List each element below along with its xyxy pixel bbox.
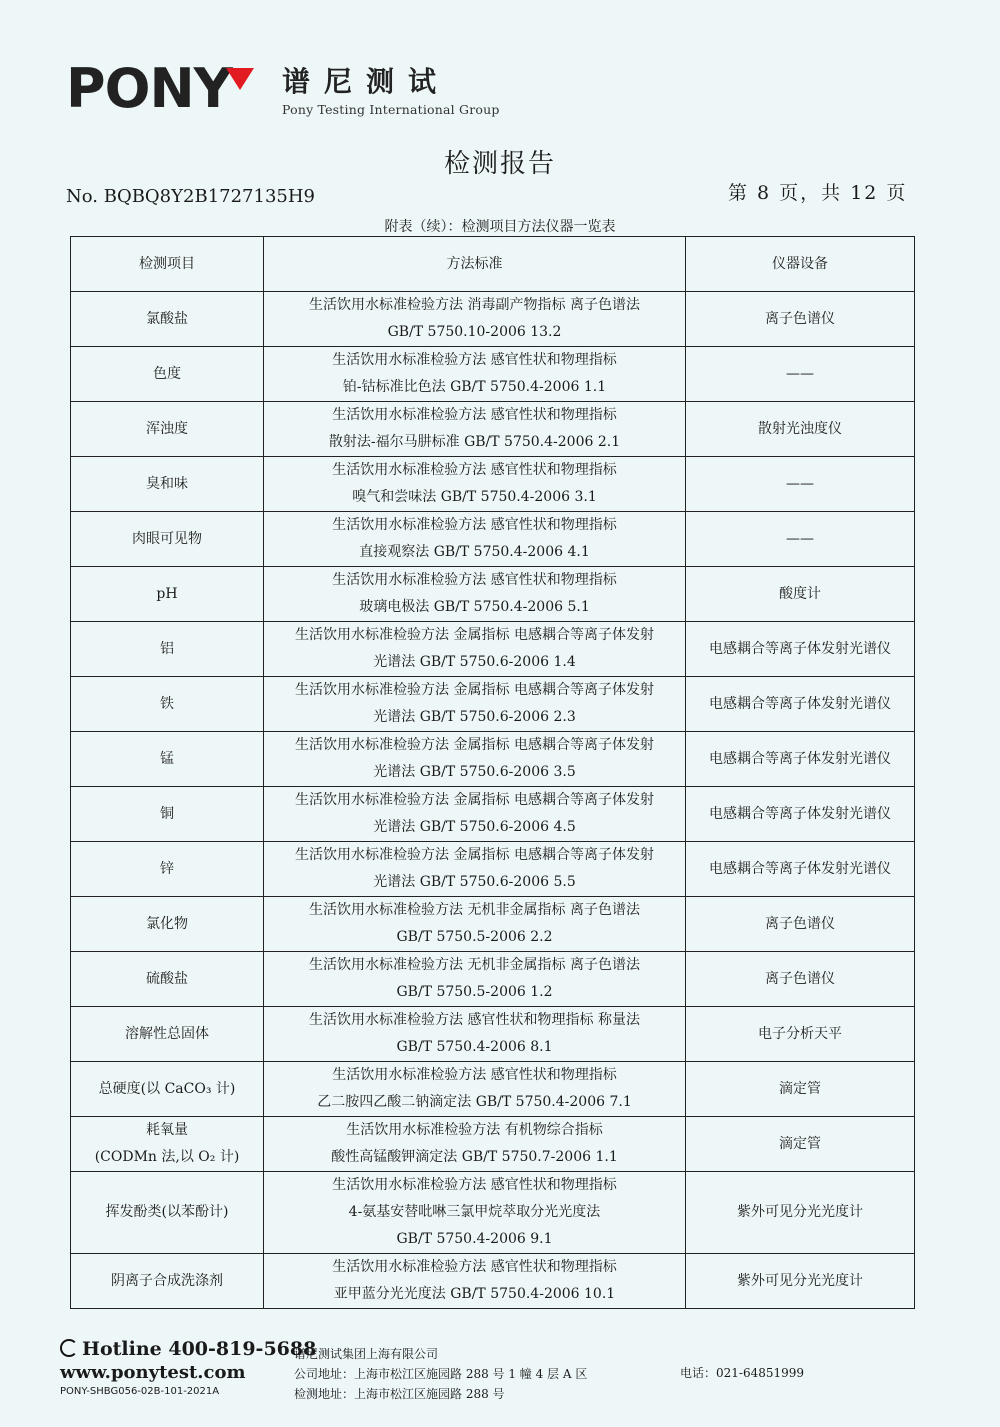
- table-row: [71, 1254, 915, 1309]
- table-row: [71, 347, 915, 402]
- table-row: [71, 677, 915, 732]
- method-line: 生活饮用水标准检验方法 消毒副产物指标 离子色谱法: [309, 297, 640, 313]
- logo-accent-icon: [226, 68, 254, 90]
- method-line: 生活饮用水标准检验方法 无机非金属指标 离子色谱法: [309, 902, 640, 918]
- item-name: 氯酸盐: [146, 310, 188, 327]
- item-name: 锰: [160, 750, 174, 767]
- cell-instrument: 散射光浊度仪: [686, 402, 915, 457]
- cell-instrument: 电感耦合等离子体发射光谱仪: [686, 677, 915, 732]
- method-line: 生活饮用水标准检验方法 金属指标 电感耦合等离子体发射: [295, 682, 654, 698]
- method-table: [70, 236, 915, 1309]
- cell-item: [71, 292, 264, 347]
- item-name: 臭和味: [146, 475, 188, 492]
- method-line: 生活饮用水标准检验方法 感官性状和物理指标: [332, 572, 617, 588]
- footer-contact: [60, 1338, 316, 1397]
- table-header-row: [71, 237, 915, 292]
- item-name: 铝: [160, 640, 174, 657]
- table-row: [71, 292, 915, 347]
- report-title: 检测报告: [443, 149, 556, 179]
- item-name: 挥发酚类(以苯酚计): [105, 1204, 229, 1220]
- cell-item: [71, 512, 264, 567]
- method-line: 生活饮用水标准检验方法 感官性状和物理指标: [332, 352, 617, 368]
- method-line: 生活饮用水标准检验方法 感官性状和物理指标: [332, 462, 617, 478]
- header-instrument: 仪器设备: [686, 237, 915, 292]
- footer-address: [294, 1344, 587, 1404]
- method-line: 生活饮用水标准检验方法 无机非金属指标 离子色谱法: [309, 957, 640, 973]
- method-line: 亚甲蓝分光光度法 GB/T 5750.4-2006 10.1: [333, 1286, 616, 1302]
- cell-method: [264, 787, 686, 842]
- item-name: 硫酸盐: [146, 970, 188, 987]
- cell-method: [264, 457, 686, 512]
- table-row: [71, 622, 915, 677]
- hotline: [60, 1338, 316, 1360]
- cell-method: [264, 842, 686, 897]
- cell-method: [264, 1007, 686, 1062]
- item-name: 耗氧量: [146, 1122, 188, 1138]
- logo-text: [282, 60, 500, 117]
- cell-item: [71, 567, 264, 622]
- item-name: 总硬度(以 CaCO₃ 计): [98, 1080, 236, 1097]
- method-line: 生活饮用水标准检验方法 金属指标 电感耦合等离子体发射: [295, 847, 654, 863]
- item-name: 肉眼可见物: [132, 530, 202, 547]
- cell-method: [264, 402, 686, 457]
- cell-instrument: ——: [686, 457, 915, 512]
- cell-method: [264, 292, 686, 347]
- method-line: 乙二胺四乙酸二钠滴定法 GB/T 5750.4-2006 7.1: [317, 1094, 632, 1110]
- table-row: [71, 1172, 915, 1254]
- table-row: [71, 1062, 915, 1117]
- brand-cn: 谱尼测试: [282, 65, 451, 98]
- table-row: [71, 732, 915, 787]
- cell-item: [71, 622, 264, 677]
- method-line: 生活饮用水标准检验方法 有机物综合指标: [346, 1122, 603, 1138]
- method-line: 生活饮用水标准检验方法 感官性状和物理指标: [332, 1177, 617, 1193]
- logo-wordmark: PONY: [66, 57, 232, 120]
- method-line: 光谱法 GB/T 5750.6-2006 3.5: [373, 764, 576, 780]
- cell-item: [71, 1062, 264, 1117]
- method-line: 生活饮用水标准检验方法 感官性状和物理指标 称量法: [309, 1012, 640, 1028]
- method-line: 生活饮用水标准检验方法 感官性状和物理指标: [332, 1259, 617, 1275]
- item-name: 阴离子合成洗涤剂: [111, 1272, 223, 1289]
- method-line: 生活饮用水标准检验方法 金属指标 电感耦合等离子体发射: [295, 792, 654, 808]
- hotline-text: Hotline 400-819-5688: [82, 1338, 317, 1360]
- cell-method: [264, 677, 686, 732]
- item-name: pH: [156, 585, 178, 602]
- pony-logo: [66, 57, 260, 120]
- method-line: 生活饮用水标准检验方法 感官性状和物理指标: [332, 407, 617, 423]
- report-number: No. BQBQ8Y2B1727135H9: [66, 186, 316, 207]
- method-line: GB/T 5750.4-2006 9.1: [396, 1231, 553, 1247]
- cell-method: [264, 347, 686, 402]
- method-line: 生活饮用水标准检验方法 金属指标 电感耦合等离子体发射: [295, 737, 654, 753]
- cell-item: [71, 677, 264, 732]
- cell-method: [264, 732, 686, 787]
- cell-item: [71, 457, 264, 512]
- method-line: GB/T 5750.4-2006 8.1: [396, 1039, 553, 1055]
- table-row: [71, 787, 915, 842]
- cell-instrument: ——: [686, 512, 915, 567]
- table-row: [71, 512, 915, 567]
- table-row: [71, 897, 915, 952]
- cell-instrument: 离子色谱仪: [686, 897, 915, 952]
- cell-instrument: 滴定管: [686, 1062, 915, 1117]
- cell-instrument: 电感耦合等离子体发射光谱仪: [686, 622, 915, 677]
- cell-item: [71, 1117, 264, 1172]
- cell-item: [71, 787, 264, 842]
- table-row: [71, 952, 915, 1007]
- method-line: 酸性高锰酸钾滴定法 GB/T 5750.7-2006 1.1: [331, 1149, 618, 1165]
- page-count: 第 8 页，共 12 页: [728, 182, 908, 204]
- method-line: GB/T 5750.5-2006 1.2: [396, 984, 553, 1000]
- cell-instrument: 电感耦合等离子体发射光谱仪: [686, 842, 915, 897]
- website-link[interactable]: www.ponytest.com: [60, 1362, 246, 1383]
- item-name: 铁: [160, 695, 174, 712]
- method-line: 生活饮用水标准检验方法 感官性状和物理指标: [332, 517, 617, 533]
- item-name: 氯化物: [146, 915, 188, 932]
- cell-instrument: 滴定管: [686, 1117, 915, 1172]
- method-line: 光谱法 GB/T 5750.6-2006 1.4: [373, 654, 576, 670]
- method-line: GB/T 5750.10-2006 13.2: [387, 324, 562, 340]
- method-line: 生活饮用水标准检验方法 感官性状和物理指标: [332, 1067, 617, 1083]
- cell-method: [264, 567, 686, 622]
- table-row: [71, 567, 915, 622]
- cell-item: [71, 1007, 264, 1062]
- cell-method: [264, 897, 686, 952]
- table-row: [71, 842, 915, 897]
- company-address: 公司地址：上海市松江区施园路 288 号 1 幢 4 层 A 区: [294, 1367, 588, 1381]
- method-line: 光谱法 GB/T 5750.6-2006 2.3: [373, 709, 576, 725]
- header-method: 方法标准: [264, 237, 686, 292]
- cell-method: [264, 1117, 686, 1172]
- cell-item: [71, 347, 264, 402]
- cell-method: [264, 952, 686, 1007]
- item-name-note: (CODMn 法,以 O₂ 计): [94, 1149, 240, 1165]
- table-row: [71, 1007, 915, 1062]
- item-name: 铜: [160, 805, 174, 822]
- cell-method: [264, 1062, 686, 1117]
- cell-instrument: 紫外可见分光光度计: [686, 1172, 915, 1254]
- cell-instrument: 电感耦合等离子体发射光谱仪: [686, 787, 915, 842]
- cell-item: [71, 897, 264, 952]
- method-line: 铂-钴标准比色法 GB/T 5750.4-2006 1.1: [342, 379, 607, 395]
- cell-instrument: 电感耦合等离子体发射光谱仪: [686, 732, 915, 787]
- method-line: GB/T 5750.5-2006 2.2: [396, 929, 553, 945]
- cell-item: [71, 402, 264, 457]
- cell-item: [71, 1254, 264, 1309]
- cell-method: [264, 512, 686, 567]
- footer-phone: 电话：021-64851999: [680, 1366, 805, 1380]
- item-name: 锌: [160, 860, 174, 877]
- cell-instrument: 酸度计: [686, 567, 915, 622]
- cell-item: [71, 1172, 264, 1254]
- method-line: 散射法-福尔马肼标准 GB/T 5750.4-2006 2.1: [328, 434, 621, 450]
- lab-address: 检测地址：上海市松江区施园路 288 号: [294, 1387, 505, 1401]
- method-line: 光谱法 GB/T 5750.6-2006 5.5: [373, 874, 576, 890]
- item-name: 溶解性总固体: [125, 1025, 209, 1042]
- cell-instrument: 电子分析天平: [686, 1007, 915, 1062]
- table-row: [71, 1117, 915, 1172]
- header-item: 检测项目: [71, 237, 264, 292]
- item-name: 浑浊度: [146, 420, 188, 437]
- cell-instrument: 离子色谱仪: [686, 292, 915, 347]
- method-line: 直接观察法 GB/T 5750.4-2006 4.1: [359, 544, 590, 560]
- method-line: 嗅气和尝味法 GB/T 5750.4-2006 3.1: [352, 489, 597, 505]
- phone-circle-icon: [60, 1339, 78, 1357]
- cell-instrument: 紫外可见分光光度计: [686, 1254, 915, 1309]
- method-line: 光谱法 GB/T 5750.6-2006 4.5: [373, 819, 576, 835]
- brand-en: Pony Testing International Group: [282, 102, 500, 117]
- method-line: 4-氨基安替吡啉三氯甲烷萃取分光光度法: [348, 1204, 601, 1220]
- table-caption: 附表（续）：检测项目方法仪器一览表: [384, 219, 616, 235]
- table-row: [71, 402, 915, 457]
- cell-method: [264, 1172, 686, 1254]
- method-line: 玻璃电极法 GB/T 5750.4-2006 5.1: [359, 599, 590, 615]
- doc-reference: PONY-SHBG056-02B-101-2021A: [60, 1386, 220, 1397]
- cell-method: [264, 1254, 686, 1309]
- table-row: [71, 457, 915, 512]
- cell-item: [71, 732, 264, 787]
- cell-instrument: ——: [686, 347, 915, 402]
- cell-method: [264, 622, 686, 677]
- item-name: 色度: [153, 365, 181, 382]
- company-name: 谱尼测试集团上海有限公司: [294, 1347, 439, 1361]
- cell-instrument: 离子色谱仪: [686, 952, 915, 1007]
- cell-item: [71, 842, 264, 897]
- method-line: 生活饮用水标准检验方法 金属指标 电感耦合等离子体发射: [295, 627, 654, 643]
- cell-item: [71, 952, 264, 1007]
